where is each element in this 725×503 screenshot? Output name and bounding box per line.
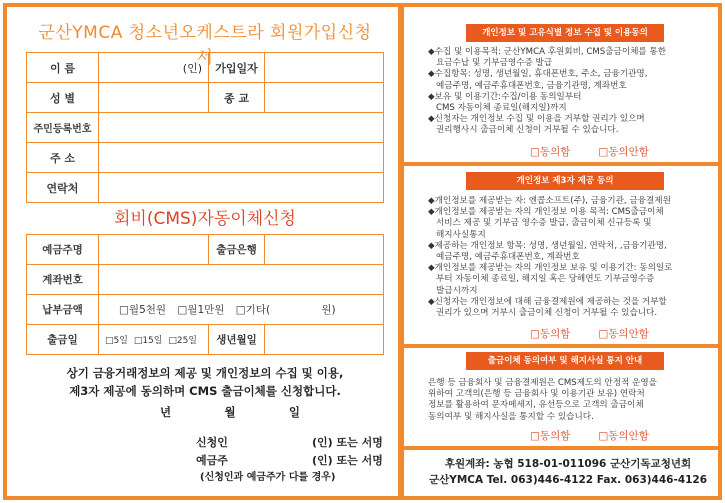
date-month: 월	[224, 405, 236, 419]
holder-sign[interactable]: (인) 또는 서명	[312, 454, 383, 467]
consent-statement	[26, 364, 384, 400]
privacy-text	[428, 47, 714, 137]
third-party-line: 서비스 제공 및 기부금 영수증 발급, 출금이체 신규등록 및	[436, 218, 652, 229]
contact-field[interactable]	[99, 173, 384, 203]
seal-mark: (인)	[182, 61, 202, 75]
cms-title: 회비(CMS)자동이체신청	[114, 209, 296, 229]
notice-agree-checkbox[interactable]: □동의함	[530, 430, 571, 442]
name-label: 이 름	[27, 53, 99, 83]
privacy-line: ◆수집항목: 성명, 생년월일, 휴대폰번호, 주소, 금융기관명,	[428, 69, 648, 80]
bank-field[interactable]	[265, 235, 384, 265]
holder-field[interactable]	[99, 235, 209, 265]
day-options	[99, 325, 209, 355]
gender-label: 성 별	[27, 83, 99, 113]
account-label: 계좌번호	[27, 265, 99, 295]
member-info-table	[26, 52, 384, 203]
third-party-disagree-checkbox[interactable]: □동의안함	[598, 328, 649, 340]
join-date-label: 가입일자	[209, 53, 265, 83]
third-party-line: ◆제공하는 개인정보 항목: 성명, 생년월일, 연락처, ,금융기관명,	[428, 240, 667, 251]
third-party-line: 해지사실통지	[436, 229, 486, 240]
address-field[interactable]	[99, 143, 384, 173]
privacy-disagree-checkbox[interactable]: □동의안함	[598, 146, 649, 158]
amount-options	[99, 295, 384, 325]
right-divider-2	[404, 344, 720, 348]
third-party-line: 권리가 있으며 거부시 출금이체 신청이 거부될 수 있습니다.	[436, 308, 658, 319]
privacy-line: 예금주명, 예금주휴대폰번호, 금융기관명, 계좌번호	[436, 80, 627, 91]
third-party-consent-options	[530, 326, 649, 341]
privacy-consent-options	[530, 144, 649, 159]
third-party-line: ◆신청자는 개인정보에 대해 금융결제원에 제공하는 것을 거부할	[428, 296, 667, 307]
notice-consent-options	[530, 428, 649, 443]
sign-note: (신청인과 예금주가 다를 경우)	[200, 472, 336, 483]
privacy-line: ◆수집 및 이용목적: 군산YMCA 후원회비, CMS출금이체를 통한	[428, 47, 667, 57]
amount-option-other[interactable]: □기타(	[235, 304, 271, 316]
amount-option-5000[interactable]: □월5천원	[119, 304, 167, 316]
contact-info: 군산YMCA Tel. 063)446-4122 Fax. 063)446-4126	[428, 474, 708, 486]
privacy-line: 권리행사시 출금이체 신청이 거부될 수 있습니다.	[436, 125, 619, 136]
amount-option-other-unit: 원)	[321, 304, 336, 316]
third-party-line: 발급시까지	[436, 285, 478, 296]
third-party-line: ◆개인정보를 제공받는 자의 개인정보 보유 및 이용기간: 동의일로	[428, 263, 673, 274]
date-year: 년	[160, 405, 172, 419]
notice-disagree-checkbox[interactable]: □동의안함	[598, 430, 649, 442]
third-party-text	[428, 196, 714, 319]
consent-line-2: 제3자 제공에 동의하며 CMS 출금이체를 신청합니다.	[69, 384, 341, 398]
day-option-15[interactable]: □15일	[133, 336, 163, 346]
religion-field[interactable]	[265, 83, 384, 113]
column-divider	[398, 7, 404, 496]
amount-label: 납부금액	[27, 295, 99, 325]
cms-table	[26, 234, 384, 355]
notice-line: 위하여 고객의(은행 등 금융회사 및 이용기관 보유) 연락처	[428, 389, 645, 400]
privacy-line: ◆신청자는 개인정보 수집 및 이용을 거부할 권리가 있으며	[428, 114, 645, 125]
right-divider-1	[404, 162, 720, 166]
holder-sign-label: 예금주	[196, 454, 228, 467]
withdraw-day-label: 출금일	[27, 325, 99, 355]
name-field[interactable]	[99, 53, 209, 83]
contact-label: 연락처	[27, 173, 99, 203]
notice-line: 동의여부 및 해지사실을 통지할 수 있습니다.	[428, 411, 594, 422]
religion-label: 종 교	[209, 83, 265, 113]
third-party-line: ◆개인정보를 제공받는 자: 엔콥소프트(주), 금융기관, 금융결제원	[428, 196, 671, 206]
date-line	[160, 404, 300, 420]
resident-no-field[interactable]	[99, 113, 384, 143]
account-field[interactable]	[99, 265, 384, 295]
right-divider-3	[404, 446, 720, 450]
day-option-25[interactable]: □25일	[168, 336, 197, 346]
date-day: 일	[288, 405, 300, 419]
privacy-line: CMS 자동이체 종료일(해지일)까지	[436, 103, 567, 114]
birth-field[interactable]	[265, 325, 384, 355]
join-date-field[interactable]	[265, 53, 384, 83]
notice-line: 은행 등 금융회사 및 금융결제원은 CMS제도의 안정적 운영을	[428, 378, 657, 388]
applicant-label: 신청인	[196, 436, 228, 449]
section-band-third-party: 개인정보 제3자 제공 동의	[466, 172, 664, 190]
holder-label: 예금주명	[27, 235, 99, 265]
privacy-line: ◆보유 및 이용기간:수집/이용 동의일부터	[428, 91, 582, 102]
third-party-line: ◆개인정보를 제공받는 자의 개인정보 이용 목적: CMS출금이체	[428, 207, 664, 218]
amount-option-10000[interactable]: □월1만원	[177, 304, 225, 316]
third-party-line: 예금주명, 예금주휴대폰번호, 계좌번호	[436, 252, 580, 263]
section-band-notice: 출금이체 동의여부 및 해지사실 통지 안내	[466, 352, 664, 370]
birth-label: 생년월일	[209, 325, 265, 355]
form-title: 군산YMCA 청소년오케스트라 회원가입신청서	[38, 23, 372, 68]
privacy-agree-checkbox[interactable]: □동의함	[530, 146, 571, 158]
bank-label: 출금은행	[209, 235, 265, 265]
applicant-sign[interactable]: (인) 또는 서명	[312, 436, 383, 449]
notice-line: 정보를 활용하여 문자메세지, 유선등으로 고객의 출금이체	[428, 400, 644, 411]
section-band-privacy: 개인정보 및 고유식별 정보 수집 및 이용동의	[466, 24, 664, 42]
address-label: 주 소	[27, 143, 99, 173]
privacy-line: 요금수납 및 기부금영수증 발급	[436, 58, 553, 69]
third-party-line: 부터 자동이체 종료일, 해지일 혹은 당해연도 기부금영수증	[436, 274, 655, 285]
gender-field[interactable]	[99, 83, 209, 113]
notice-text	[428, 378, 714, 423]
day-option-5[interactable]: □5일	[105, 336, 128, 346]
third-party-agree-checkbox[interactable]: □동의함	[530, 328, 571, 340]
resident-no-label: 주민등록번호	[27, 113, 99, 143]
donation-account: 후원계좌: 농협 518-01-011096 군산기독교청년회	[444, 458, 692, 470]
consent-line-1: 상기 금융거래정보의 제공 및 개인정보의 수집 및 이용,	[66, 366, 344, 380]
